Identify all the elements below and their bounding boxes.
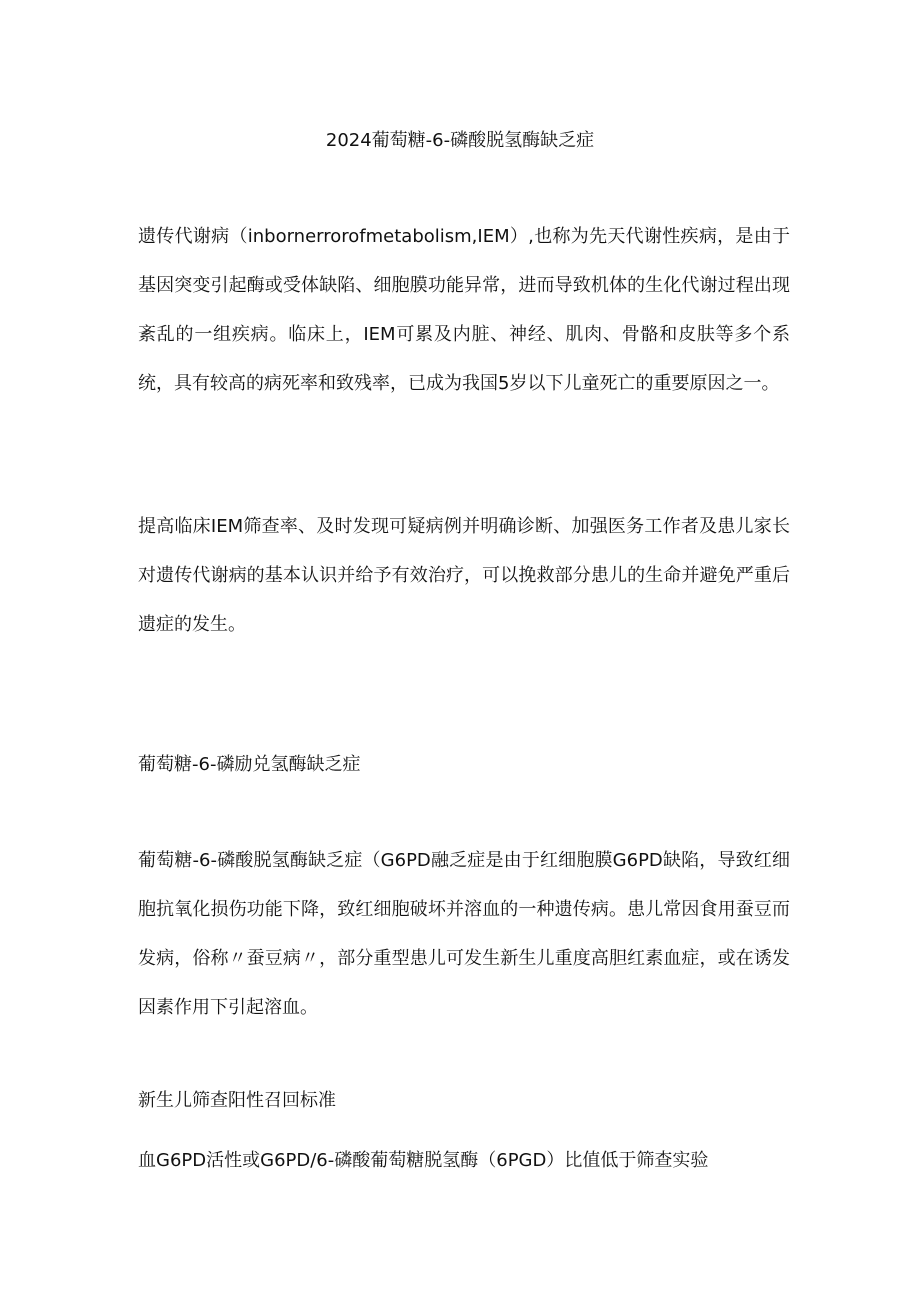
paragraph-recall-criteria: 血G6PD活性或G6PD/6-磷酸葡萄糖脱氢酶（6PGD）比值低于筛查实验 <box>138 1150 709 1171</box>
section-heading-recall-criteria: 新生儿筛查阳性召回标准 <box>138 1090 336 1111</box>
paragraph-iem-definition: 遗传代谢病（inbornerrorofmetabolism,IEM）,也称为先天代谢性疾病，是由于基因突变引起酶或受体缺陷、细胞膜功能异常，进而导致机体的生化代谢过程出现紊乱的一组疾病。临床上，IEM可累及内脏、神经、肌肉、骨骼和皮肤等多个系统，具有较高的病死率和致残率，已成为我国5岁以下儿童死亡的重要原因之一。 <box>138 226 790 394</box>
document-title: 2024葡萄糖-6-磷酸脱氢酶缺乏症 <box>325 130 595 151</box>
section-heading-g6pd: 葡萄糖-6-磷励兑氢酶缺乏症 <box>138 754 361 775</box>
paragraph-iem-screening: 提高临床IEM筛查率、及时发现可疑病例并明确诊断、加强医务工作者及患儿家长对遗传代谢病的基本认识并给予有效治疗，可以挽救部分患儿的生命并避免严重后遗症的发生。 <box>138 516 790 635</box>
paragraph-g6pd-description: 葡萄糖-6-磷酸脱氢酶缺乏症（G6PD融乏症是由于红细胞膜G6PD缺陷，导致红细胞抗氧化损伤功能下降，致红细胞破坏并溶血的一种遗传病。患儿常因食用蚕豆而发病，俗称〃蚕豆病〃，部分重型患儿可发生新生儿重度高胆红素血症，或在诱发因素作用下引起溶血。 <box>138 850 790 1018</box>
